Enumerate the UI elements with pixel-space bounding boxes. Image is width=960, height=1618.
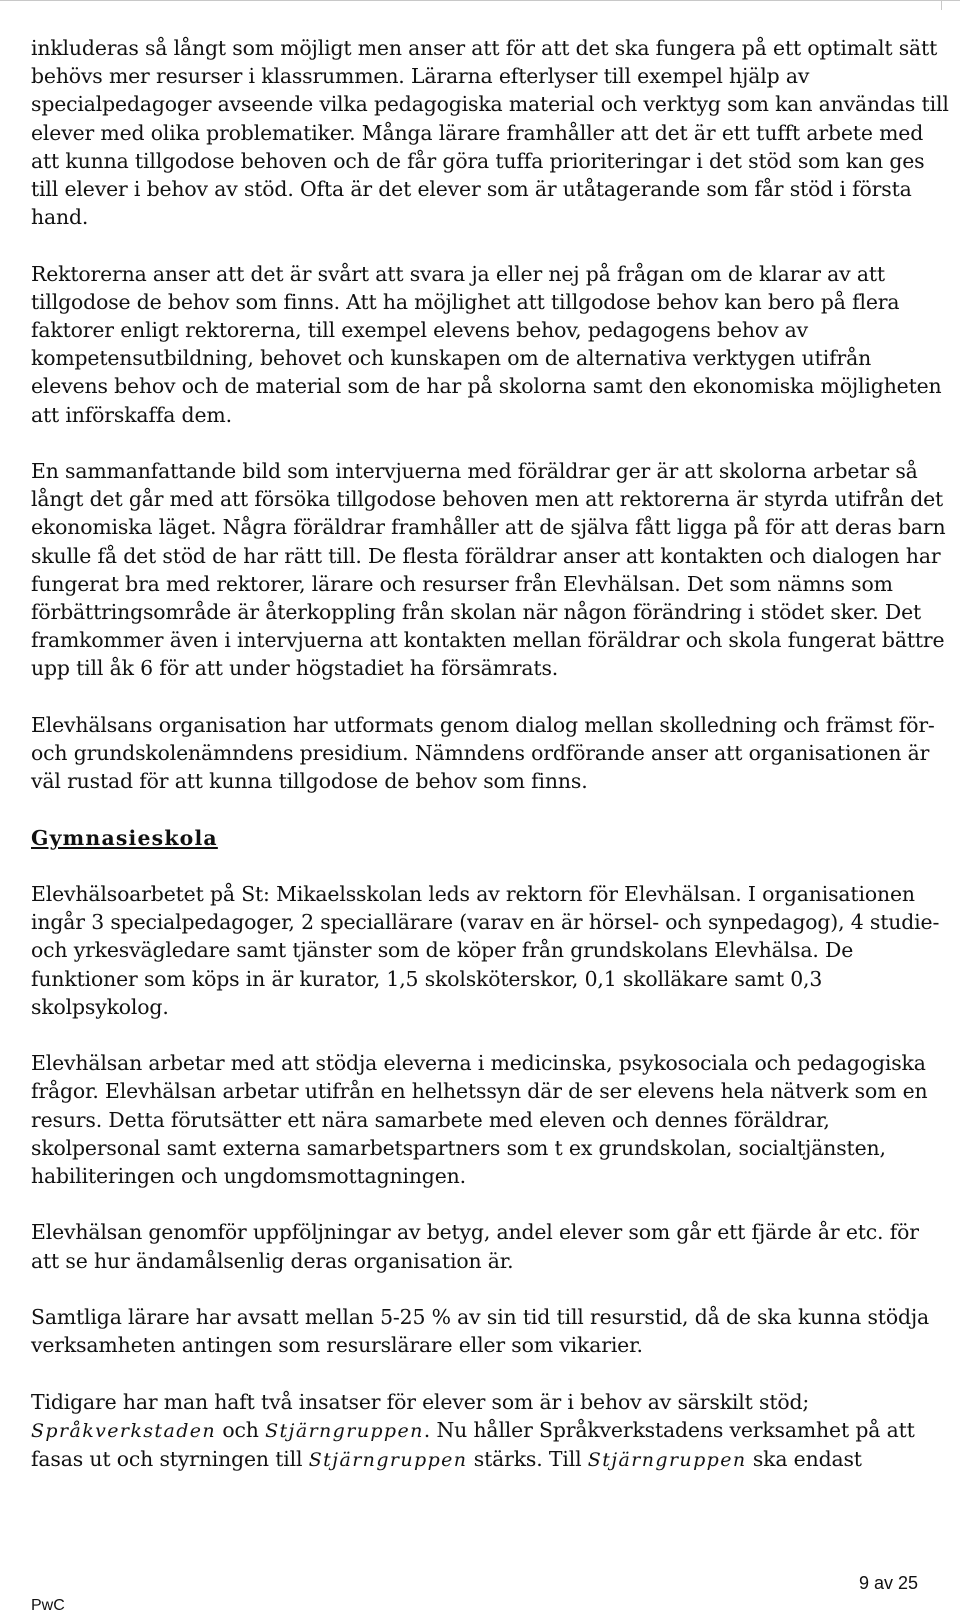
paragraph-special-support-efforts <box>31 1388 951 1475</box>
paragraph-student-health-organisation: Elevhälsans organisation har utformats genom dialog mellan skolledning och främst för- och grundskolenämndens presidium. Nämndens ordförande anser att organisationen är väl rustad för att kunna tillgodose de behov som finns. <box>31 712 935 794</box>
footer-brand: PwC <box>31 1597 65 1614</box>
top-rule <box>0 0 960 1</box>
text-run: ska endast <box>746 1447 862 1472</box>
emphasis-stjarngruppen: Stjärngruppen <box>587 1449 747 1472</box>
section-heading-gymnasieskola: Gymnasieskola <box>31 825 218 850</box>
paragraph-teachers-resources: inkluderas så långt som möjligt men anser att för att det ska fungera på ett optimalt sätt behövs mer resurser i klassrummen. Lärarna efterlyser till exempel hjälp av specialpedagoger avseende vilka pedagogiska material och verktyg som kan användas till elever med olika problematiker. Många lärare framhåller att det är ett tufft arbete med att kunna tillgodose behoven och de får göra tuffa prioriteringar i det stöd som kan ges till elever i behov av stöd. Ofta är det elever som är utåtagerande som får stöd i första hand. <box>31 36 949 230</box>
emphasis-stjarngruppen: Stjärngruppen <box>308 1449 468 1472</box>
paragraph-follow-ups: Elevhälsan genomför uppföljningar av betyg, andel elever som går ett fjärde år etc. för att se hur ändamålsenlig deras organisation är. <box>31 1220 919 1273</box>
emphasis-sprakverkstaden: Språkverkstaden <box>31 1419 217 1442</box>
paragraph-principals-view: Rektorerna anser att det är svårt att svara ja eller nej på frågan om de klarar av att tillgodose de behov som finns. Att ha möjlighet att tillgodose behov kan bero på flera faktorer enligt rektorerna, till exempel elevens behov, pedagogens behov av kompetensutbildning, behovet och kunskapen om de alternativa verktygen utifrån elevens behov och de material som de har på skolorna samt den ekonomiska möjligheten att införskaffa dem. <box>31 261 942 427</box>
text-run: stärks. Till <box>467 1447 588 1472</box>
page-number: 9 av 25 <box>858 1573 918 1593</box>
document-body <box>31 34 951 1502</box>
paragraph-teacher-resource-time: Samtliga lärare har avsatt mellan 5-25 % av sin tid till resurstid, då de ska kunna stödja verksamheten antingen som resurslärare eller som vikarier. <box>31 1305 930 1358</box>
paragraph-student-health-work: Elevhälsan arbetar med att stödja eleverna i medicinska, psykosociala och pedagogiska frågor. Elevhälsan arbetar utifrån en helhetssyn där de ser elevens hela nätverk som en resurs. Detta förutsätter ett nära samarbete med eleven och dennes föräldrar, skolpersonal samt externa samarbetspartners som t ex grundskolan, socialtjänsten, habiliteringen och ungdomsmottagningen. <box>31 1051 928 1189</box>
emphasis-stjarngruppen: Stjärngruppen <box>265 1419 424 1442</box>
text-run: Tidigare har man haft två insatser för elever som är i behov av särskilt stöd; <box>31 1389 810 1414</box>
text-run: och <box>216 1417 266 1442</box>
text-run: . Nu håller Språkverkstadens verksamhet på att fasas ut och styrningen till <box>31 1417 915 1472</box>
corner-mark <box>941 0 942 10</box>
paragraph-parents-interviews: En sammanfattande bild som intervjuerna med föräldrar ger är att skolorna arbetar så långt det går med att försöka tillgodose behoven men att rektorerna är styrda utifrån det ekonomiska läget. Några föräldrar framhåller att de själva fått ligga på för att deras barn skulle få det stöd de har rätt till. De flesta föräldrar anser att kontakten och dialogen har fungerat bra med rektorer, lärare och resurser från Elevhälsan. Det som nämns som förbättringsområde är återkoppling från skolan när någon förändring i stödet sker. Det framkommer även i intervjuerna att kontakten mellan föräldrar och skola fungerat bättre upp till åk 6 för att under högstadiet ha försämrats. <box>31 459 946 681</box>
paragraph-student-health-staff: Elevhälsoarbetet på St: Mikaelsskolan leds av rektorn för Elevhälsan. I organisationen ingår 3 specialpedagoger, 2 speciallärare (varav en är hörsel- och synpedagog), 4 studie- och yrkesvägledare samt tjänster som de köper från grundskolans Elevhälsa. De funktioner som köps in är kurator, 1,5 skolsköterskor, 0,1 skolläkare samt 0,3 skolpsykolog. <box>31 882 940 1019</box>
